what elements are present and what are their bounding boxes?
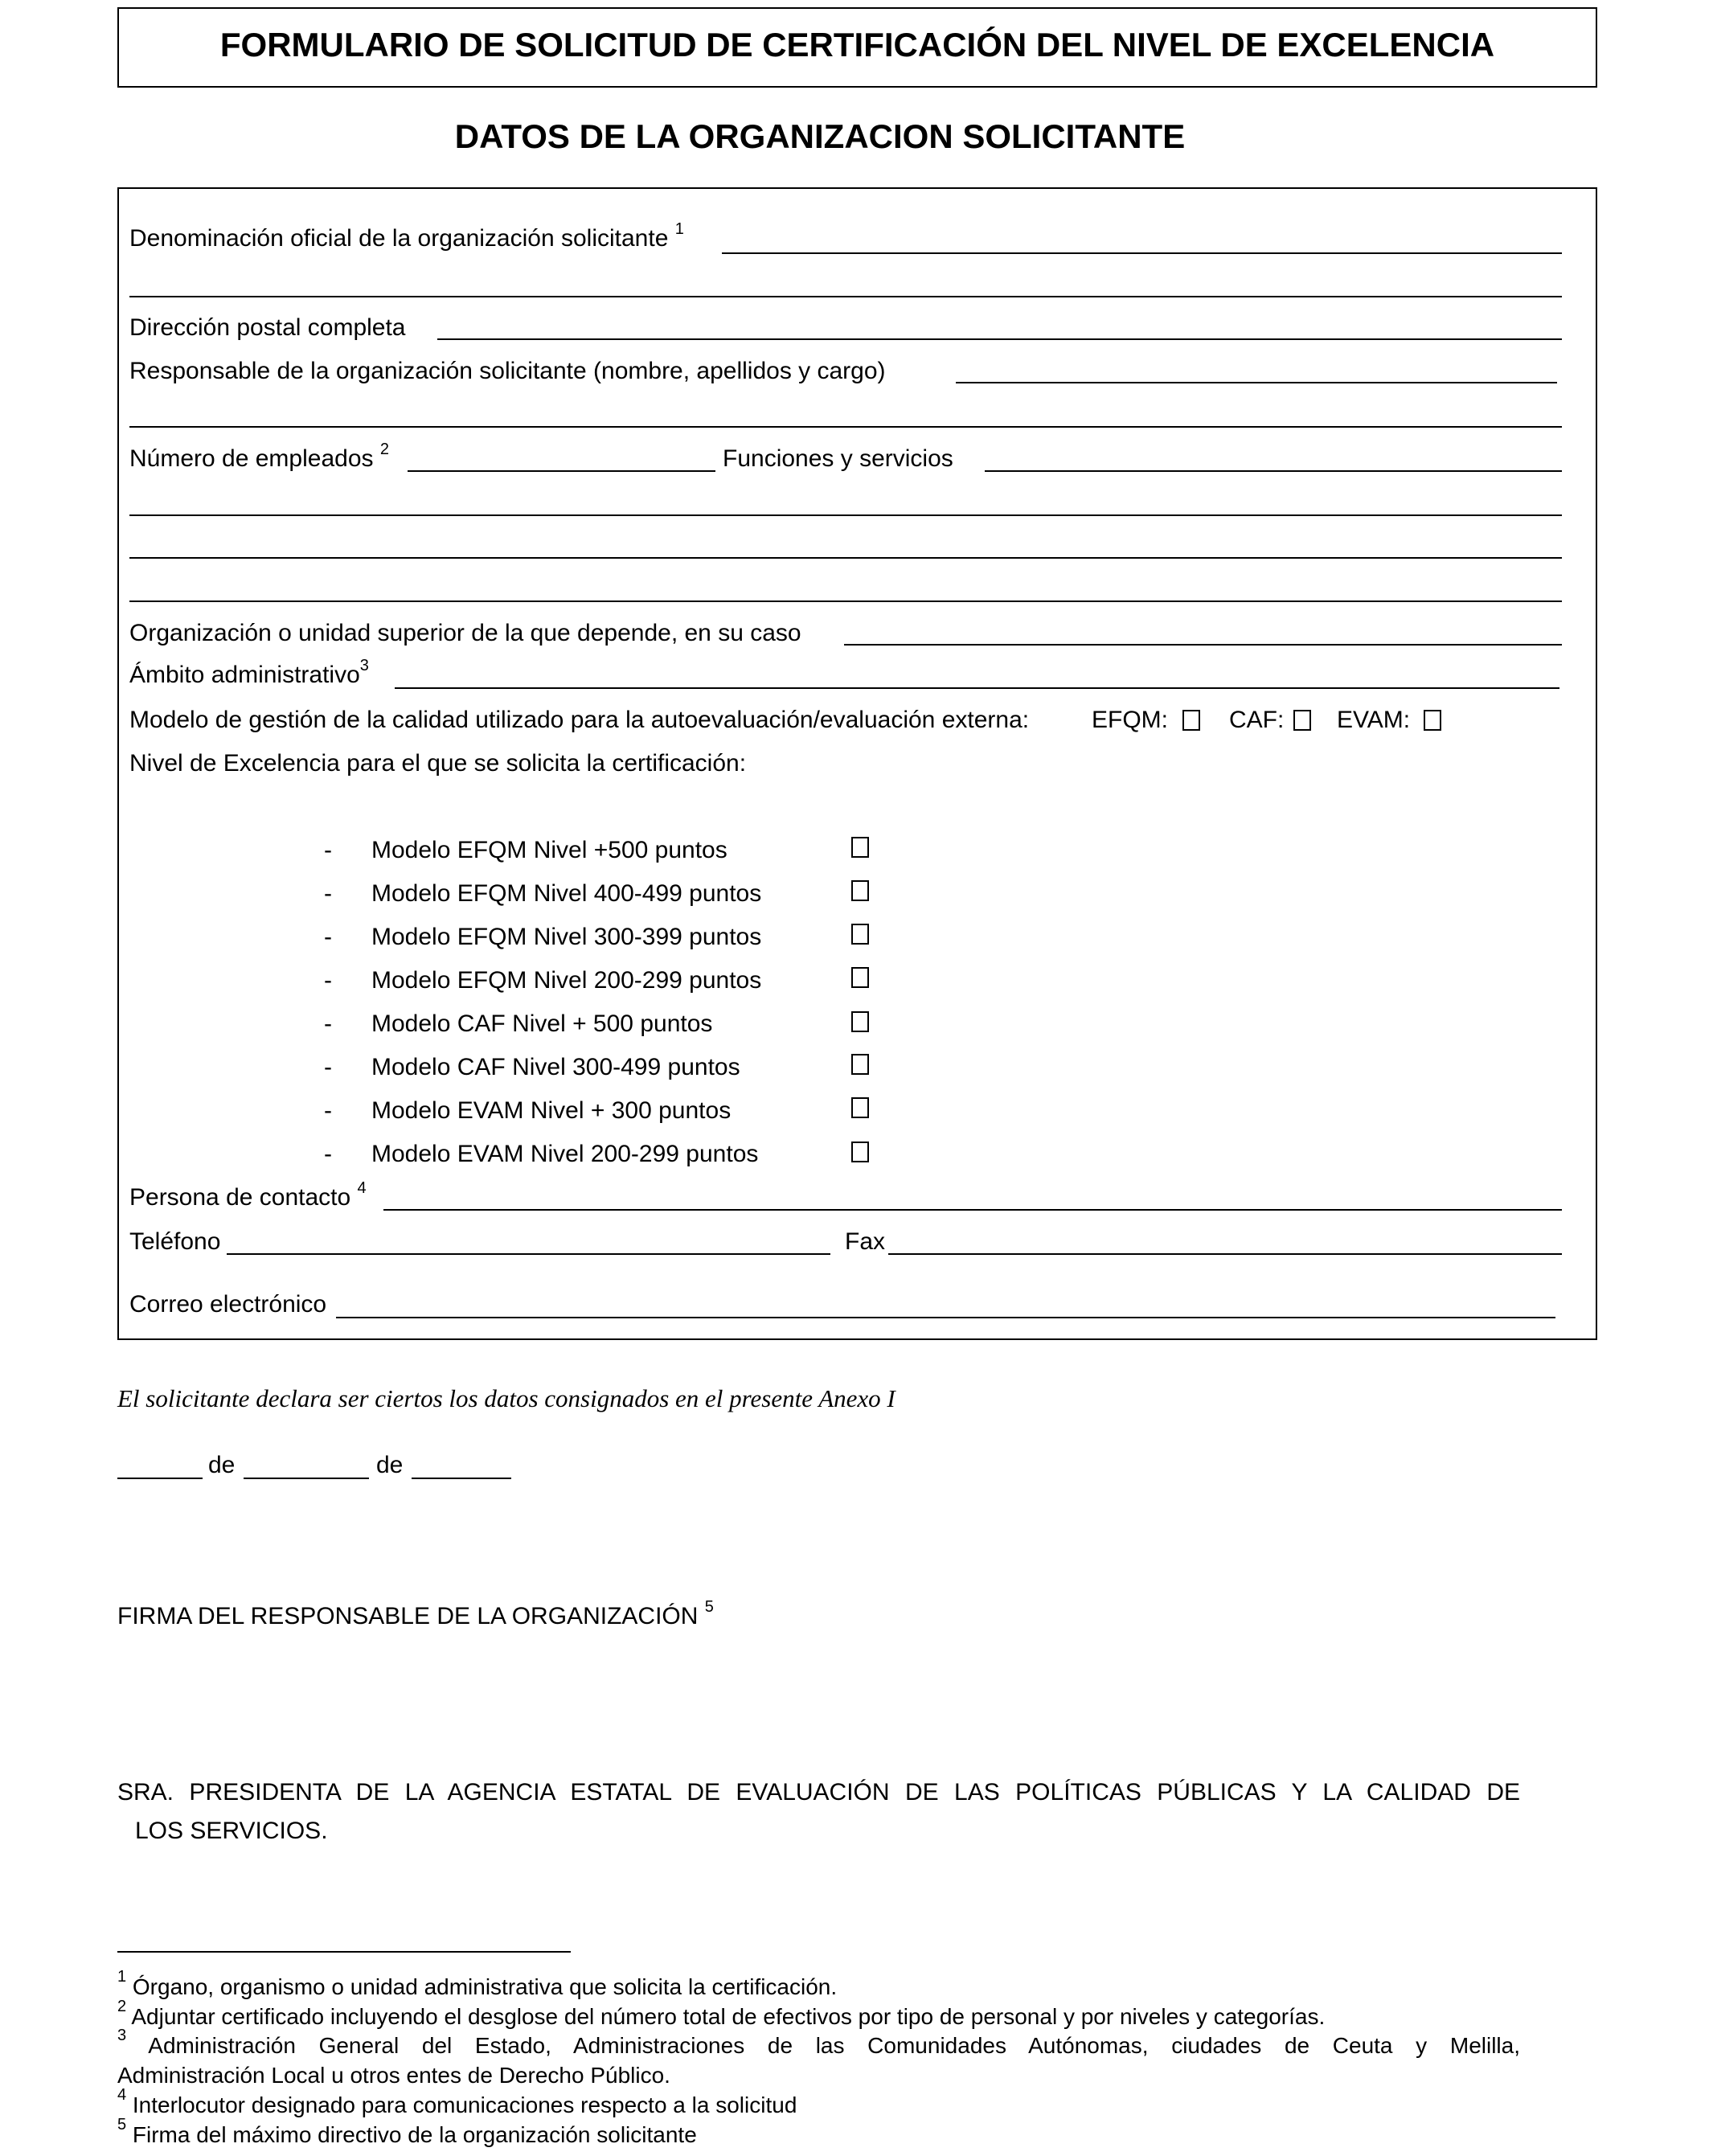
footnote-2: $^2$ Adjuntar certificado incluyendo el desglose del número total de efectivos por tipo de personal y por niveles y categorías. — [117, 1998, 1326, 2029]
footnote-1: $^1$ Órgano, organismo o unidad administrativa que solicita la certificación. — [117, 1968, 838, 1999]
nivel-dash: - — [324, 967, 332, 994]
telefono-label: Teléfono — [129, 1228, 221, 1255]
denominacion-field-2[interactable] — [129, 296, 1562, 297]
firma-label: FIRMA DEL RESPONSABLE DE LA ORGANIZACIÓN $^5$ — [117, 1598, 714, 1629]
funciones-field-3[interactable] — [129, 557, 1562, 559]
nivel-option-checkbox[interactable] — [851, 967, 869, 988]
fax-field[interactable] — [888, 1253, 1562, 1255]
caf-checkbox[interactable] — [1293, 710, 1311, 731]
ambito-label: Ámbito administrativo$^3$ — [129, 657, 369, 688]
direccion-field[interactable] — [437, 338, 1562, 340]
nivel-dash: - — [324, 1097, 332, 1124]
organizacion-superior-field[interactable] — [844, 644, 1562, 646]
nivel-label: Nivel de Excelencia para el que se solicita la certificación: — [129, 750, 747, 777]
section-title: DATOS DE LA ORGANIZACION SOLICITANTE — [454, 117, 1186, 155]
footnote-ref-3: 3 — [359, 657, 369, 674]
footnote-4: $^4$ Interlocutor designado para comunicaciones respecto a la solicitud — [117, 2086, 797, 2117]
nivel-dash: - — [324, 1141, 332, 1167]
nivel-option-checkbox[interactable] — [851, 1054, 869, 1075]
responsable-label: Responsable de la organización solicitante (nombre, apellidos y cargo) — [129, 358, 886, 384]
nivel-option-label: Modelo CAF Nivel 300-499 puntos — [371, 1054, 740, 1080]
form-title: FORMULARIO DE SOLICITUD DE CERTIFICACIÓN DEL NIVEL DE EXCELENCIA — [219, 26, 1495, 64]
nivel-option-label: Modelo CAF Nivel + 500 puntos — [371, 1010, 713, 1037]
nivel-dash: - — [324, 924, 332, 950]
responsable-field[interactable] — [956, 382, 1557, 383]
efqm-label: EFQM: — [1092, 707, 1168, 733]
correo-label: Correo electrónico — [129, 1291, 327, 1318]
fax-label: Fax — [845, 1228, 886, 1255]
nivel-option-checkbox[interactable] — [851, 1142, 869, 1162]
funciones-field-2[interactable] — [129, 514, 1562, 516]
nivel-option-label: Modelo EVAM Nivel + 300 puntos — [371, 1097, 732, 1124]
nivel-option-label: Modelo EFQM Nivel 400-499 puntos — [371, 880, 762, 907]
nivel-option-checkbox[interactable] — [851, 880, 869, 901]
nivel-option-label: Modelo EFQM Nivel 300-399 puntos — [371, 924, 762, 950]
footnote-ref-4: 4 — [357, 1179, 367, 1197]
footnote-ref-5: 5 — [704, 1598, 714, 1616]
nivel-dash: - — [324, 1010, 332, 1037]
footnote-number: 5 — [117, 2116, 127, 2133]
telefono-field[interactable] — [227, 1253, 830, 1255]
date-month-field[interactable] — [244, 1478, 369, 1479]
footnote-ref-1: 1 — [674, 220, 684, 238]
caf-label: CAF: — [1229, 707, 1285, 733]
contacto-label: Persona de contacto $^4$ — [129, 1179, 367, 1211]
date-de-2: de — [376, 1452, 404, 1478]
footnote-3-cont: Administración Local u otros entes de Derecho Público. — [117, 2063, 670, 2088]
funciones-field[interactable] — [985, 470, 1562, 472]
date-de-1: de — [208, 1452, 236, 1478]
correo-field[interactable] — [336, 1317, 1555, 1318]
nivel-dash: - — [324, 837, 332, 863]
nivel-dash: - — [324, 880, 332, 907]
date-year-field[interactable] — [412, 1478, 511, 1479]
nivel-option-checkbox[interactable] — [851, 1011, 869, 1032]
empleados-label: Número de empleados $^2$ — [129, 441, 389, 472]
contacto-field[interactable] — [383, 1209, 1562, 1211]
empleados-field[interactable] — [408, 470, 715, 472]
nivel-option-label: Modelo EFQM Nivel 200-299 puntos — [371, 967, 762, 994]
nivel-option-label: Modelo EVAM Nivel 200-299 puntos — [371, 1141, 759, 1167]
footnote-number: 4 — [117, 2086, 127, 2104]
declaration-text: El solicitante declara ser ciertos los datos consignados en el presente Anexo I — [117, 1384, 895, 1412]
nivel-option-checkbox[interactable] — [851, 1097, 869, 1118]
footnote-ref-2: 2 — [379, 441, 389, 458]
ambito-field[interactable] — [395, 687, 1559, 689]
recipient-line-1: SRA. PRESIDENTA DE LA AGENCIA ESTATAL DE EVALUACIÓN DE LAS POLÍTICAS PÚBLICAS Y LA CALIDAD DE — [117, 1779, 1520, 1806]
footnote-5: $^5$ Firma del máximo directivo de la organización solicitante — [117, 2116, 697, 2147]
footnote-number: 3 — [117, 2027, 127, 2044]
evam-checkbox[interactable] — [1424, 710, 1441, 731]
nivel-option-checkbox[interactable] — [851, 837, 869, 858]
date-day-field[interactable] — [117, 1478, 203, 1479]
denominacion-label: Denominación oficial de la organización solicitante $^1$ — [129, 220, 684, 252]
footnote-number: 2 — [117, 1998, 127, 2015]
evam-label: EVAM: — [1337, 707, 1411, 733]
denominacion-field[interactable] — [722, 252, 1562, 254]
nivel-dash: - — [324, 1054, 332, 1080]
efqm-checkbox[interactable] — [1182, 710, 1200, 731]
funciones-field-4[interactable] — [129, 600, 1562, 602]
recipient-line-2: LOS SERVICIOS. — [135, 1818, 328, 1844]
funciones-label: Funciones y servicios — [723, 445, 953, 472]
direccion-label: Dirección postal completa — [129, 314, 406, 341]
responsable-field-2[interactable] — [129, 426, 1562, 428]
footnote-number: 1 — [117, 1968, 127, 1986]
organizacion-superior-label: Organización o unidad superior de la que depende, en su caso — [129, 620, 801, 646]
nivel-option-label: Modelo EFQM Nivel +500 puntos — [371, 837, 727, 863]
footnote-3: $^3$ Administración General del Estado, Administraciones de las Comunidades Autónomas, ciudades de Ceuta y Melilla, — [117, 2027, 1520, 2058]
footnote-separator — [117, 1951, 571, 1953]
nivel-option-checkbox[interactable] — [851, 924, 869, 945]
modelo-gestion-label: Modelo de gestión de la calidad utilizado para la autoevaluación/evaluación externa: — [129, 707, 1030, 733]
